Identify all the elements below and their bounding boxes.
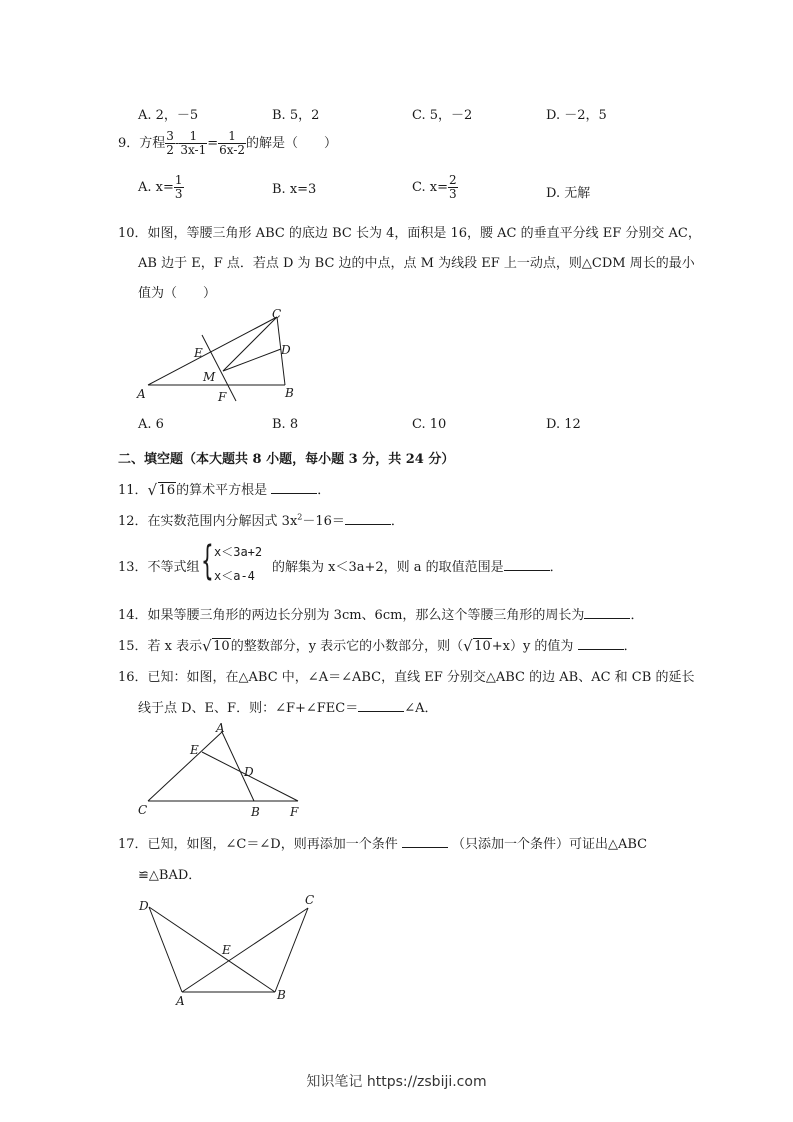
q10-label-m: M <box>203 370 216 384</box>
q17-label-e: E <box>222 943 231 957</box>
q9-option-d: D. 无解 <box>546 186 591 201</box>
q17-segment-ac <box>182 908 308 992</box>
q9-option-a: A. x= $\frac{1}{3}$ <box>138 173 183 201</box>
q13-answer-blank[interactable] <box>504 559 550 571</box>
q17-label-d: D <box>139 899 149 913</box>
q10-line-2: AB 边于 E，F 点．若点 D 为 BC 边的中点，点 M 为线段 EF 上一动点，则△CDM 周长的最小 <box>138 256 695 271</box>
q13-prefix: 13．不等式组 <box>118 560 200 575</box>
q16-label-f: F <box>290 805 299 819</box>
q16-label-b: B <box>251 805 260 819</box>
q13-brace: { <box>201 538 214 584</box>
q17-line-1: 17．已知，如图，∠C＝∠D，则再添加一个条件 （只添加一个条件）可证出△ABC <box>118 837 648 852</box>
q17-segment-bc <box>275 908 308 992</box>
q10-figure <box>135 305 305 405</box>
q9-option-c: C. x= $\frac{2}{3}$ <box>412 173 457 201</box>
q17-segment-da <box>149 907 182 992</box>
q9-option-b: B. x=3 <box>272 182 317 197</box>
q10-label-e: E <box>194 346 203 360</box>
q9-stem <box>118 130 337 157</box>
q11: 11． √ 16的算术平方根是 ． <box>118 481 331 499</box>
q10-label-c: C <box>272 307 282 321</box>
q17-segment-db <box>149 907 275 992</box>
q16-label-d: D <box>244 765 254 779</box>
q14: 14．如果等腰三角形的两边长分别为 3cm、6cm，那么这个等腰三角形的周长为 ． <box>118 608 644 623</box>
q16-line-2: 线于点 D、E、F．则：∠F+∠FEC＝ ∠A． <box>138 701 438 716</box>
section-2-heading: 二、填空题（本大题共 8 小题，每小题 3 分，共 24 分） <box>118 452 455 467</box>
q9-prefix: 9．方程 <box>118 136 166 151</box>
q17-figure <box>132 888 332 1008</box>
q9-fraction-2: $\frac{1}{3x-1}$ <box>180 129 207 157</box>
q15: 15．若 x 表示 √ 10的整数部分，y 表示它的小数部分，则（ √ 10+x）y 的值为 ． <box>118 637 637 655</box>
q17-label-c: C <box>305 893 315 907</box>
q11-answer-blank[interactable] <box>271 482 317 494</box>
q16-segment-ca <box>148 732 222 801</box>
q15-sqrt-2: √ 10 <box>463 637 491 655</box>
footer-watermark: 知识笔记 https://zsbiji.com <box>306 1074 487 1090</box>
q8-option-a: A. 2，－5 <box>138 108 199 123</box>
q16-label-e: E <box>190 743 199 757</box>
q13-inequality-2: x＜a-4 <box>214 569 255 583</box>
q10-option-d: D. 12 <box>546 417 581 432</box>
q9-option-c-fraction: $\frac{2}{3}$ <box>448 173 457 201</box>
q10-label-f: F <box>218 390 227 404</box>
q8-option-b: B. 5，2 <box>272 108 320 123</box>
q16-figure <box>132 720 312 822</box>
q9-option-a-fraction: $\frac{1}{3}$ <box>174 173 183 201</box>
q10-option-c: C. 10 <box>412 417 447 432</box>
q16-answer-blank[interactable] <box>358 700 404 712</box>
q11-sqrt: √ 16 <box>147 481 176 499</box>
q10-segment-dm <box>223 349 281 371</box>
q17-label-a: A <box>176 994 185 1008</box>
q9-fraction-1: $\frac{3}{2}$ <box>166 129 174 157</box>
q15-answer-blank[interactable] <box>578 638 624 650</box>
q16-label-a: A <box>216 721 225 735</box>
q10-option-b: B. 8 <box>272 417 299 432</box>
q10-label-a: A <box>137 387 146 401</box>
q10-label-d: D <box>281 343 291 357</box>
q12-answer-blank[interactable] <box>345 513 391 525</box>
q16-label-c: C <box>138 803 148 817</box>
q12: 12．在实数范围内分解因式 $3x^2-16=$ ． <box>118 512 404 529</box>
q17-answer-blank[interactable] <box>402 836 448 848</box>
q9-fraction-3: $\frac{1}{6x-2}$ <box>219 129 246 157</box>
q17-line-2: ≌△BAD． <box>138 868 202 883</box>
q8-option-d: D. －2，5 <box>546 108 607 123</box>
q13-suffix: 的解集为 x＜3a+2，则 a 的取值范围是 ． <box>272 560 563 575</box>
q8-option-c: C. 5，－2 <box>412 108 473 123</box>
q9-equals: = <box>207 136 219 151</box>
q14-answer-blank[interactable] <box>584 607 630 619</box>
q10-line-3: 值为（ ） <box>138 286 217 301</box>
q13-inequality-1: x＜3a+2 <box>214 545 263 559</box>
q9-minus: - <box>174 136 180 151</box>
q10-option-a: A. 6 <box>138 417 164 432</box>
q16-line-1: 16．已知：如图，在△ABC 中，∠A＝∠ABC，直线 EF 分别交△ABC 的边 AB、AC 和 CB 的延长 <box>118 670 695 685</box>
q10-line-1: 10．如图，等腰三角形 ABC 的底边 BC 长为 4，面积是 16，腰 AC 的垂直平分线 EF 分别交 AC， <box>118 226 701 241</box>
q15-sqrt-1: √ 10 <box>202 637 230 655</box>
q10-label-b: B <box>285 386 294 400</box>
q10-segment-cm <box>223 317 277 371</box>
q17-label-b: B <box>277 988 286 1002</box>
q9-suffix: 的解是（ ） <box>246 136 338 151</box>
